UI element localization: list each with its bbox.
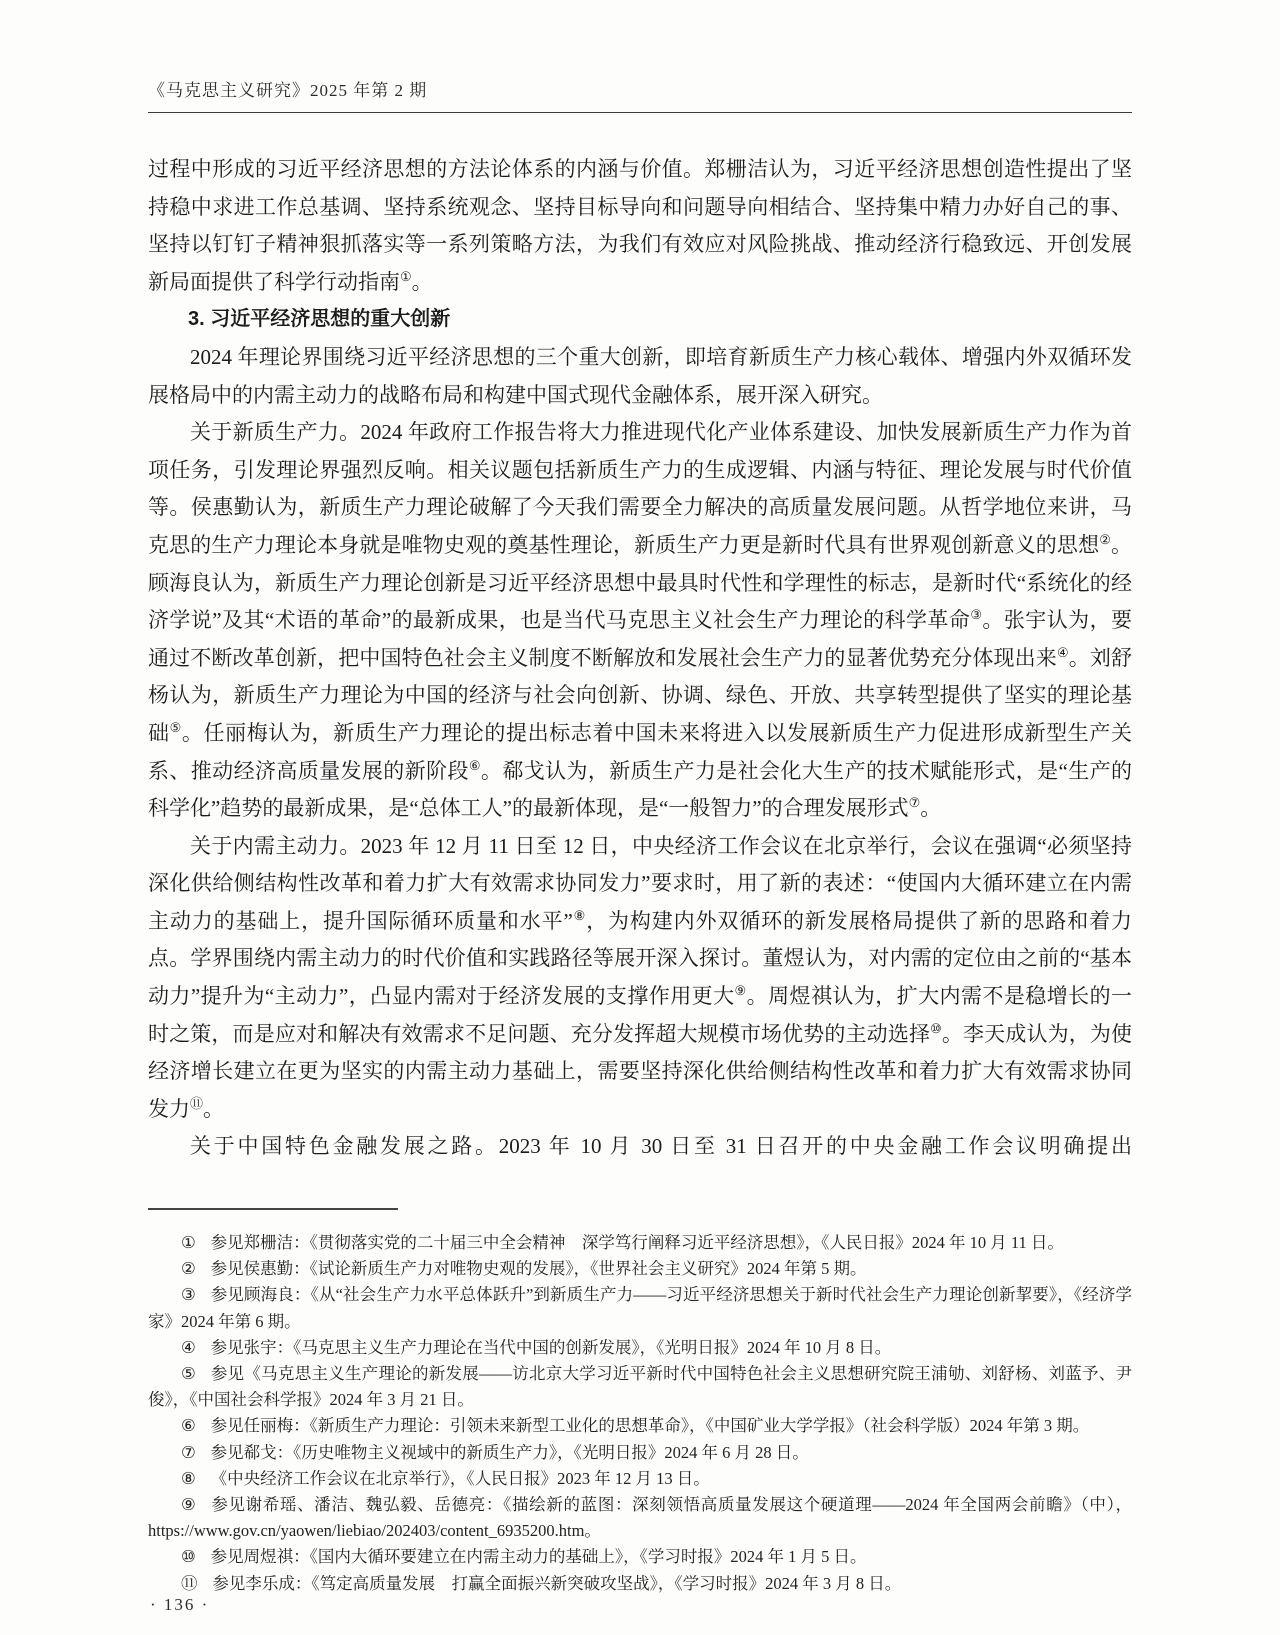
footnote-marker: ① — [181, 1233, 196, 1253]
footnote-marker: ⑪ — [181, 1573, 198, 1593]
header-rule — [148, 112, 1132, 113]
footnote-marker: ④ — [181, 1337, 196, 1357]
body-paragraph: 2024 年理论界围绕习近平经济思想的三个重大创新，即培育新质生产力核心载体、增强内外双循环发展格局中的内需主动力的战略布局和构建中国式现代金融体系，展开深入研究。 — [148, 344, 1132, 407]
footnote-item — [148, 1492, 1132, 1544]
footnote-marker: ⑩ — [181, 1547, 196, 1567]
footnote-item — [148, 1571, 1132, 1597]
footnote-reference: ⑪ — [190, 1095, 204, 1111]
footnote-reference: ③ — [970, 607, 983, 623]
page-number: · 136 · — [150, 1595, 210, 1614]
footnote-marker: ⑨ — [181, 1495, 197, 1515]
footnote-marker: ③ — [181, 1285, 196, 1305]
footnote-item — [148, 1413, 1132, 1439]
footnote-reference: ④ — [1056, 644, 1069, 660]
footnote-marker: ⑥ — [181, 1416, 196, 1436]
footnote-text: 参见郑栅洁：《贯彻落实党的二十届三中全会精神 深学笃行阐释习近平经济思想》，《人民日报》2024 年 10 月 11 日。 — [210, 1233, 1064, 1253]
section-heading: 3. 习近平经济思想的重大创新 — [188, 308, 451, 331]
footnote-text: 参见郗戈：《历史唯物主义视域中的新质生产力》，《光明日报》2024 年 6 月 28 日。 — [210, 1442, 809, 1462]
footnote-reference: ⑧ — [572, 907, 587, 923]
footnote-reference: ⑨ — [734, 983, 747, 999]
footnote-text: 参见谢希瑶、潘洁、魏弘毅、岳德亮：《描绘新的蓝图：深刻领悟高质量发展这个硬道理——2024 年全国两会前瞻》（中），https://www.gov.cn/yaowen/liebiao/202403/content_6935200.htm。 — [148, 1495, 1133, 1541]
footnote-item — [148, 1440, 1132, 1466]
footnote-reference: ⑤ — [169, 719, 182, 735]
footnote-item — [148, 1544, 1132, 1570]
footnote-item — [148, 1282, 1132, 1334]
footnote-item — [148, 1466, 1132, 1492]
footnote-text: 参见周煜祺：《国内大循环要建立在内需主动力的基础上》，《学习时报》2024 年 1 月 5 日。 — [210, 1547, 867, 1567]
footnote-marker: ⑦ — [181, 1442, 196, 1462]
body-paragraph: 关于内需主动力。2023 年 12 月 11 日至 12 日，中央经济工作会议在北京举行，会议在强调“必须坚持深化供给侧结构性改革和着力扩大有效需求协同发力”要求时，用了新的表述：“使国内大循环建立在内需主动力的基础上，提升国际循环质量和水平”⑧，为构建内外双循环的新发展格局提供了新的思路和着力点。学界围绕内需主动力的时代价值和实践路径等展开深入探讨。董煜认为，对内需的定位由之前的“基本动力”提升为“主动力”，凸显内需对于经济发展的支撑作用更大⑨。周煜祺认为，扩大内需不是稳增长的一时之策，而是应对和解决有效需求不足问题、充分发挥超大规模市场优势的主动选择⑩。李天成认为，为使经济增长建立在更为坚实的内需主动力基础上，需要坚持深化供给侧结构性改革和着力扩大有效需求协同发力⑪。 — [148, 833, 1133, 1121]
footnote-item — [148, 1230, 1132, 1256]
footnote-text: 《中央经济工作会议在北京举行》，《人民日报》2023 年 12 月 13 日。 — [210, 1468, 710, 1488]
footnote-item — [148, 1361, 1132, 1413]
footnote-reference: ② — [1099, 531, 1111, 547]
footnote-reference: ⑩ — [930, 1020, 942, 1036]
footnote-separator — [148, 1208, 398, 1210]
body-paragraph: 过程中形成的习近平经济思想的方法论体系的内涵与价值。郑栅洁认为，习近平经济思想创造性提出了坚持稳中求进工作总基调、坚持系统观念、坚持目标导向和问题导向相结合、坚持集中精力办好自己的事、坚持以钉钉子精神狠抓落实等一系列策略方法，为我们有效应对风险挑战、推动经济行稳致远、开创发展新局面提供了科学行动指南①。 — [148, 157, 1132, 294]
journal-header: 《马克思主义研究》2025 年第 2 期 — [148, 81, 428, 100]
footnote-marker: ⑧ — [181, 1468, 196, 1488]
footnote-item — [148, 1335, 1132, 1361]
footnote-reference: ① — [400, 268, 412, 284]
footnote-text: 参见侯惠勤：《试论新质生产力对唯物史观的发展》，《世界社会主义研究》2024 年第 5 期。 — [210, 1259, 867, 1279]
footnote-text: 参见顾海良：《从“社会生产力水平总体跃升”到新质生产力——习近平经济思想关于新时代社会生产力理论创新挈要》，《经济学家》2024 年第 6 期。 — [148, 1285, 1133, 1331]
footnote-text: 参见任丽梅：《新质生产力理论：引领未来新型工业化的思想革命》，《中国矿业大学学报》（社会科学版）2024 年第 3 期。 — [210, 1416, 1090, 1436]
body-text — [148, 151, 1132, 1166]
footnote-reference: ⑦ — [908, 795, 921, 811]
body-paragraph: 关于中国特色金融发展之路。2023 年 10 月 30 日至 31 日召开的中央金融工作会议明确提出 — [190, 1134, 1132, 1159]
footnote-item — [148, 1256, 1132, 1282]
footnote-marker: ⑤ — [181, 1364, 197, 1384]
footnote-text: 参见李乐成：《笃定高质量发展 打赢全面振兴新突破攻坚战》，《学习时报》2024 年 3 月 8 日。 — [212, 1573, 902, 1593]
footnote-text: 参见张宇：《马克思主义生产力理论在当代中国的创新发展》，《光明日报》2024 年 10 月 8 日。 — [210, 1337, 892, 1357]
footnotes — [148, 1230, 1132, 1597]
footnote-marker: ② — [181, 1259, 196, 1279]
footnote-reference: ⑥ — [468, 757, 481, 773]
footnote-text: 参见《马克思主义生产理论的新发展——访北京大学习近平新时代中国特色社会主义思想研究院王浦劬、刘舒杨、刘蓝予、尹俊》，《中国社会科学报》2024 年 3 月 21 日。 — [148, 1364, 1133, 1410]
body-paragraph: 关于新质生产力。2024 年政府工作报告将大力推进现代化产业体系建设、加快发展新质生产力作为首项任务，引发理论界强烈反响。相关议题包括新质生产力的生成逻辑、内涵与特征、理论发展与时代价值等。侯惠勤认为，新质生产力理论破解了今天我们需要全力解决的高质量发展问题。从哲学地位来讲，马克思的生产力理论本身就是唯物史观的奠基性理论，新质生产力更是新时代具有世界观创新意义的思想②。顾海良认为，新质生产力理论创新是习近平经济思想中最具时代性和学理性的标志，是新时代“系统化的经济学说”及其“术语的革命”的最新成果，也是当代马克思主义社会生产力理论的科学革命③。张宇认为，要通过不断改革创新，把中国特色社会主义制度不断解放和发展社会生产力的显著优势充分体现出来④。刘舒杨认为，新质生产力理论为中国的经济与社会向创新、协调、绿色、开放、共享转型提供了坚实的理论基础⑤。任丽梅认为，新质生产力理论的提出标志着中国未来将进入以发展新质生产力促进形成新型生产关系、推动经济高质量发展的新阶段⑥。郗戈认为，新质生产力是社会化大生产的技术赋能形式，是“生产的科学化”趋势的最新成果，是“总体工人”的最新体现，是“一般智力”的合理发展形式⑦。 — [148, 420, 1133, 821]
